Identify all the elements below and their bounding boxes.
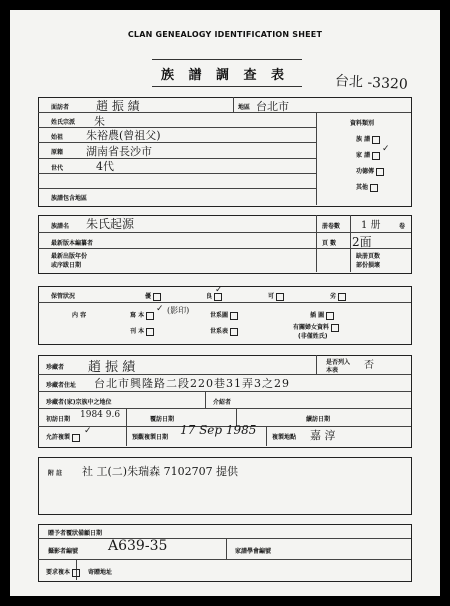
col-divider	[226, 538, 227, 559]
genealogy-sheet	[10, 10, 440, 596]
cond-fair-check-mark: ✓	[215, 285, 223, 295]
content-manuscript: 寫 本	[130, 310, 154, 320]
copy-location-value: 嘉 淳	[310, 429, 336, 442]
content-manuscript-check-mark: ✓	[156, 304, 164, 314]
row-divider	[38, 173, 316, 174]
col-divider	[126, 426, 127, 446]
row-divider	[38, 302, 411, 303]
form-title-zh: 族 譜 調 查 表	[160, 68, 290, 83]
mail-address-label: 寄贈地址	[88, 569, 113, 576]
missing-label-2: 部份損壞	[356, 262, 381, 269]
content-lineage-table: 世系表	[210, 326, 238, 336]
cat-other-checkbox	[370, 184, 378, 192]
cat-other: 其他	[356, 182, 378, 192]
row-divider	[38, 142, 316, 143]
content-women: 有關婦女資料	[293, 322, 339, 332]
row-divider	[38, 408, 411, 409]
cond-fair: 良	[206, 291, 222, 301]
missing-label-1: 缺册頁数	[356, 253, 381, 260]
cat-jiapu-check-mark: ✓	[382, 144, 390, 154]
request-copy-label: 要求複本	[46, 567, 80, 577]
content-illustration-checkbox	[326, 312, 334, 320]
content-print-checkbox	[146, 328, 154, 336]
cond-ok-checkbox	[276, 293, 284, 301]
row-divider	[38, 391, 411, 392]
row-divider	[38, 538, 411, 539]
cond-poor: 劣	[330, 291, 346, 301]
region-value: 台北市	[256, 100, 289, 113]
region-label: 地區	[238, 104, 251, 111]
volumes-suffix: 卷	[399, 223, 406, 230]
col-divider	[205, 391, 206, 408]
title-rule-top	[152, 59, 302, 60]
pub-year-label-1: 最新出版年份	[51, 253, 88, 260]
cond-poor-checkbox	[338, 293, 346, 301]
society-number-label: 家譜學會編號	[235, 548, 272, 555]
interviewer-label: 面訪者	[51, 104, 70, 111]
photographer-label: 攝影者編號	[48, 548, 79, 555]
col-divider	[233, 97, 234, 112]
row-divider	[38, 158, 316, 159]
volumes-value: 1 册	[361, 220, 381, 231]
content-label: 内 容	[72, 312, 87, 319]
photo-number-value: A639-35	[108, 538, 168, 554]
owner-value: 趙 振 績	[88, 360, 136, 375]
col-divider	[266, 426, 267, 446]
revisit-label: 覆訪日期	[150, 416, 175, 423]
interviewer-value: 趙 振 績	[96, 99, 140, 113]
form-title-en: CLAN GENEALOGY IDENTIFICATION SHEET	[127, 30, 323, 39]
col-divider	[316, 112, 317, 205]
first-visit-label: 初訪日期	[46, 416, 71, 423]
cond-good-checkbox	[153, 293, 161, 301]
pages-value: 2面	[352, 235, 372, 249]
content-genealogy-chart: 世系圖	[210, 310, 238, 320]
cat-jiapu-checkbox	[372, 152, 380, 160]
content-lineage-checkbox	[230, 328, 238, 336]
content-women-checkbox	[331, 324, 339, 332]
pages-label: 頁 數	[322, 240, 337, 247]
permit-copy-checkbox	[72, 434, 80, 442]
expected-date-label: 預觀複製日期	[132, 434, 169, 441]
return-date-label: 贈予者覆狀備顧日期	[48, 530, 103, 537]
origin-label: 原籍	[51, 149, 64, 156]
owner-label: 珍藏者	[46, 364, 65, 371]
permit-copy-label: 允許複製	[46, 432, 80, 442]
book-name-label: 族譜名	[51, 223, 70, 230]
first-visit-value: 1984 9.6	[80, 410, 121, 420]
col-divider	[350, 215, 351, 272]
cat-gongde: 功德傳	[356, 166, 384, 176]
cond-ok: 可	[268, 291, 284, 301]
location-label: 族譜包含地區	[51, 195, 88, 202]
category-title: 資料類別	[350, 120, 375, 127]
original-label-1: 是否列入	[326, 359, 351, 366]
expected-date-value: 17 Sep 1985	[180, 423, 257, 437]
content-manuscript-note: (影印)	[167, 306, 190, 315]
col-divider	[316, 215, 317, 272]
cat-zupu: 族 譜	[356, 134, 380, 144]
row-divider	[38, 127, 316, 128]
cat-gongde-checkbox	[376, 168, 384, 176]
col-divider	[316, 355, 317, 374]
clan-position-label: 珍藏者(家)宗族中之地位	[46, 399, 112, 406]
generation-label: 世代	[51, 165, 64, 172]
content-women-note: (非僅姓氏)	[298, 333, 328, 340]
address-value: 台北市興隆路二段220巷31弄3之29	[94, 377, 290, 390]
original-label-2: 本表	[326, 367, 339, 374]
ancestor-label: 始祖	[51, 134, 64, 141]
copy-location-label: 複製地點	[272, 434, 297, 441]
sheet-number: 台北 -3320	[334, 73, 409, 93]
permit-copy-check-mark: ✓	[84, 426, 92, 436]
cat-zupu-checkbox	[372, 136, 380, 144]
notes-value: 社 工(二)朱瑞森 7102707 提供	[82, 465, 239, 478]
content-genealogy-checkbox	[230, 312, 238, 320]
further-visit-label: 續訪日期	[306, 416, 331, 423]
content-manuscript-checkbox	[146, 312, 154, 320]
cond-good: 優	[145, 291, 161, 301]
col-divider	[126, 408, 127, 426]
volumes-label: 册卷數	[322, 223, 341, 230]
surname-label: 姓氏宗派	[51, 119, 76, 126]
introducer-label: 介紹者	[213, 399, 232, 406]
original-value: 否	[364, 360, 374, 371]
cat-jiapu: 家 譜	[356, 150, 380, 160]
content-print: 刊 本	[130, 326, 154, 336]
book-name-value: 朱氏起源	[86, 217, 135, 231]
condition-label: 保管狀況	[51, 293, 76, 300]
notes-label: 附 註	[48, 470, 63, 477]
row-divider	[38, 188, 316, 189]
origin-value: 湖南省長沙市	[86, 145, 152, 158]
request-copy-checkbox	[72, 569, 80, 577]
pub-year-label-2: 或序跋日期	[51, 262, 82, 269]
generation-value: 4代	[96, 160, 114, 173]
title-rule-bottom	[152, 86, 302, 87]
address-label: 珍藏者住址	[46, 382, 77, 389]
surname-value: 朱	[94, 115, 105, 128]
content-illustration: 插 圖	[310, 310, 334, 320]
row-divider	[38, 559, 411, 560]
compiler-label: 最新版本編纂者	[51, 240, 94, 247]
ancestor-value: 朱裕農(曾祖父)	[86, 129, 161, 142]
